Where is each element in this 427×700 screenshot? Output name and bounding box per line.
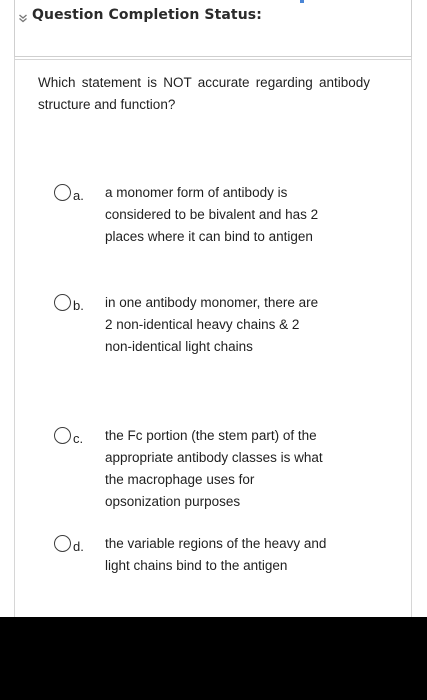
radio-button-d[interactable] <box>54 535 71 552</box>
option-letter-b: b. <box>73 298 84 313</box>
chevron-down-icon[interactable] <box>18 10 28 20</box>
accent-mark <box>300 0 304 3</box>
radio-button-c[interactable] <box>54 427 71 444</box>
answer-option-a[interactable] <box>54 182 329 248</box>
option-text-b[interactable]: in one antibody monomer, there are 2 non-identical heavy chains & 2 non-identical light chains <box>105 295 319 354</box>
option-letter-c: c. <box>73 431 84 446</box>
radio-button-b[interactable] <box>54 294 71 311</box>
bottom-black-bar <box>0 617 427 700</box>
option-text-a[interactable]: a monomer form of antibody is considered to be bivalent and has 2 places where it can bind to antigen <box>105 185 319 244</box>
option-letter-d: d. <box>73 539 84 554</box>
radio-button-a[interactable] <box>54 184 71 201</box>
option-text-d[interactable]: the variable regions of the heavy and light chains bind to the antigen <box>105 536 327 573</box>
question-prompt: Which statement is NOT accurate regarding antibody structure and function? <box>38 75 370 112</box>
option-text-c[interactable]: the Fc portion (the stem part) of the appropriate antibody classes is what the macrophage uses for opsonization purposes <box>105 428 323 509</box>
completion-status-header[interactable] <box>18 7 262 23</box>
divider <box>14 59 412 60</box>
answer-option-b[interactable] <box>54 292 329 358</box>
completion-status-title: Question Completion Status: <box>32 7 262 23</box>
option-letter-a: a. <box>73 188 84 203</box>
answer-option-c[interactable] <box>54 425 329 513</box>
answer-option-d[interactable] <box>54 533 329 577</box>
